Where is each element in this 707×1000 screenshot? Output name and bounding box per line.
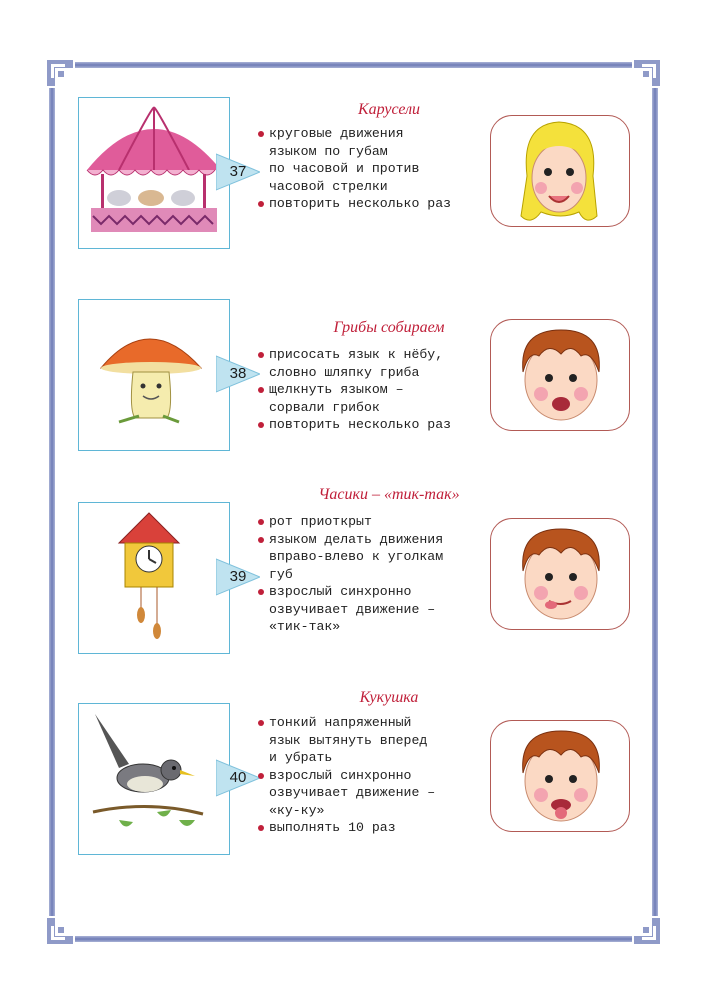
exercise-number: 39	[229, 568, 247, 585]
carousel-icon	[78, 97, 230, 249]
exercise-steps	[257, 714, 487, 837]
exercise-title: Карусели	[357, 101, 421, 118]
exercise-step: взрослый синхронно	[257, 583, 487, 601]
mushroom-icon	[78, 299, 230, 451]
exercise-title: Кукушка	[359, 689, 419, 706]
frame-corner-ornament	[45, 58, 75, 88]
exercise-number: 40	[229, 769, 247, 786]
frame-corner-ornament	[45, 916, 75, 946]
exercise-card	[78, 299, 638, 459]
exercise-card	[78, 486, 638, 662]
frame-corner-ornament	[632, 916, 662, 946]
exercise-step: словно шляпку гриба	[269, 364, 420, 380]
bird-icon	[78, 703, 230, 855]
exercise-steps	[257, 513, 487, 636]
boy-face-icon	[490, 518, 630, 630]
exercise-step: часовой стрелки	[269, 178, 388, 194]
exercise-number: 37	[229, 163, 247, 180]
exercise-number-pointer	[216, 152, 260, 192]
exercise-step: языком по губам	[269, 143, 388, 159]
frame-right-border	[652, 88, 658, 916]
frame-bottom-border	[75, 936, 632, 942]
exercise-step: губ	[269, 566, 293, 582]
exercise-step: щелкнуть языком –	[257, 381, 487, 399]
exercise-step: «тик-так»	[269, 619, 341, 634]
exercise-step: вправо-влево к уголкам	[269, 549, 444, 564]
exercise-steps	[257, 125, 487, 213]
exercise-step: озвучивает движение –	[269, 601, 436, 617]
exercise-steps	[257, 346, 487, 434]
boy-face-icon	[490, 319, 630, 431]
exercise-step: взрослый синхронно	[257, 767, 487, 785]
frame-corner-ornament	[632, 58, 662, 88]
exercise-number-pointer	[216, 758, 260, 798]
exercise-step: рот приоткрыт	[257, 513, 487, 531]
exercise-step: тонкий напряженный	[257, 714, 487, 732]
exercise-step: по часовой и против	[269, 161, 420, 176]
exercise-card	[78, 97, 638, 257]
exercise-number: 38	[229, 365, 247, 382]
girl-face-icon	[490, 115, 630, 227]
exercise-step: и убрать	[269, 750, 333, 765]
boy-face-icon	[490, 720, 630, 832]
exercise-card	[78, 689, 638, 863]
exercise-number-pointer	[216, 557, 260, 597]
exercise-step: «ку-ку»	[269, 802, 325, 818]
exercise-title: Грибы собираем	[333, 319, 445, 336]
exercise-title: Часики – «тик-так»	[318, 486, 460, 503]
exercise-step: присосать язык к нёбу,	[257, 346, 487, 364]
exercise-number-pointer	[216, 354, 260, 394]
exercise-step: выполнять 10 раз	[257, 819, 487, 837]
exercise-step: круговые движения	[257, 125, 487, 143]
frame-top-border	[75, 62, 632, 68]
exercise-step: озвучивает движение –	[269, 785, 436, 800]
cuckoo-clock-icon	[78, 502, 230, 654]
frame-left-border	[49, 88, 55, 916]
exercise-step: повторить несколько раз	[257, 416, 487, 434]
exercise-step: повторить несколько раз	[257, 195, 487, 213]
exercise-step: язык вытянуть вперед	[269, 732, 428, 748]
exercise-step: сорвали грибок	[269, 399, 380, 415]
exercise-step: языком делать движения	[257, 531, 487, 549]
